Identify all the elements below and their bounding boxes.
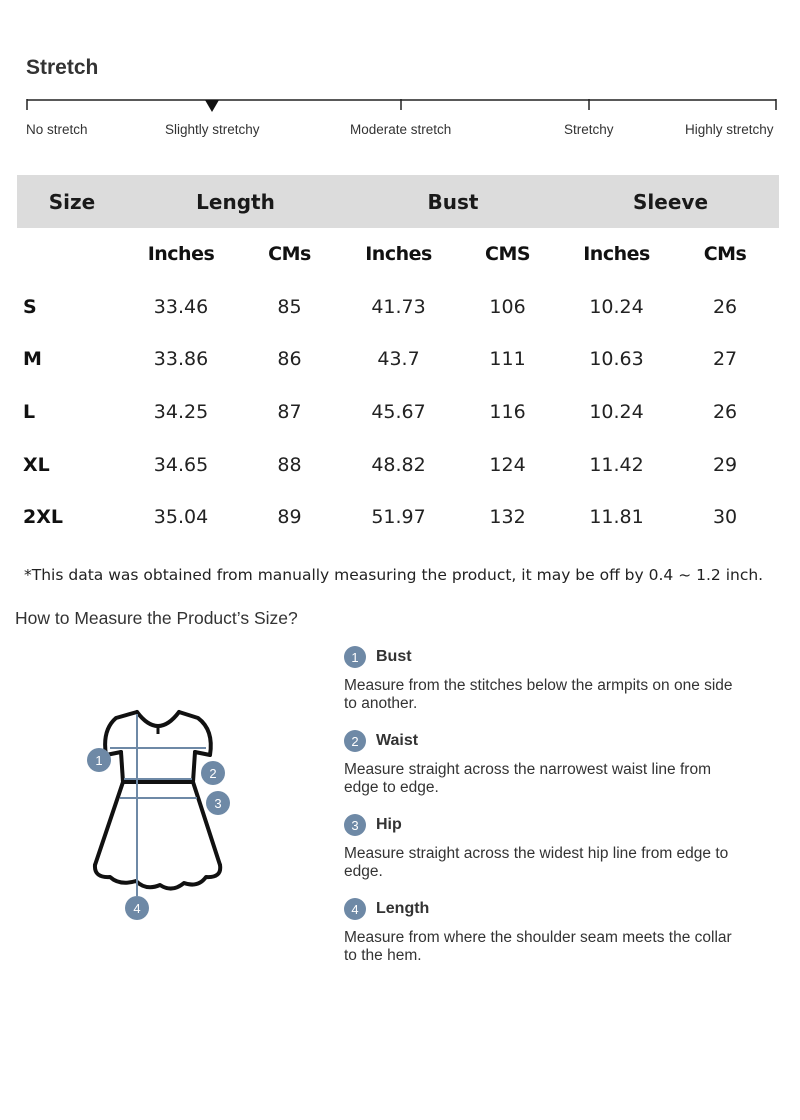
sleeve-inches: 10.24 bbox=[589, 401, 644, 424]
stretch-level-moderate: Moderate stretch bbox=[350, 122, 452, 137]
header-size: Size bbox=[17, 175, 127, 228]
unit-row bbox=[17, 228, 779, 281]
measurement-footnote: *This data was obtained from manually measuring the product, it may be off by 0.4 ~ 1.2 inch. bbox=[24, 566, 764, 584]
stretch-level-none: No stretch bbox=[26, 122, 88, 137]
svg-text:1: 1 bbox=[95, 753, 103, 768]
table-row bbox=[17, 386, 779, 439]
length-inches: 33.46 bbox=[153, 295, 209, 318]
measure-item-bust bbox=[344, 645, 764, 713]
bust-cms: 111 bbox=[489, 348, 526, 371]
number-3-badge-icon: 3 bbox=[344, 814, 366, 836]
svg-text:4: 4 bbox=[133, 901, 141, 916]
table-row bbox=[17, 438, 779, 491]
sleeve-cms: 26 bbox=[712, 295, 738, 318]
length-cms: 89 bbox=[277, 506, 302, 529]
length-inches: 34.25 bbox=[153, 401, 209, 424]
sleeve-cms: 29 bbox=[712, 453, 738, 476]
bust-inches: 43.7 bbox=[377, 348, 420, 371]
table-row bbox=[17, 333, 779, 386]
measure-item-length bbox=[344, 897, 764, 965]
measure-name: Hip bbox=[376, 816, 402, 833]
header-length: Length bbox=[127, 175, 344, 228]
size-label: S bbox=[23, 295, 37, 318]
unit-sleeve-in: Inches bbox=[583, 243, 650, 266]
sleeve-inches: 10.63 bbox=[589, 348, 644, 371]
bust-cms: 132 bbox=[489, 506, 526, 529]
unit-sleeve-cm: CMs bbox=[703, 243, 747, 266]
sleeve-cms: 30 bbox=[712, 506, 738, 529]
length-inches: 33.86 bbox=[153, 348, 209, 371]
stretch-level-slight: Slightly stretchy bbox=[165, 122, 260, 137]
svg-text:3: 3 bbox=[214, 796, 222, 811]
unit-blank bbox=[17, 228, 127, 281]
unit-length-cm: CMs bbox=[268, 243, 311, 266]
length-cms: 88 bbox=[277, 453, 302, 476]
sleeve-inches: 10.24 bbox=[589, 295, 644, 318]
sleeve-inches: 11.81 bbox=[589, 506, 644, 529]
size-chart-table bbox=[17, 175, 779, 544]
stretch-level-stretchy: Stretchy bbox=[564, 122, 614, 137]
length-cms: 86 bbox=[277, 348, 302, 371]
size-label: M bbox=[23, 348, 42, 371]
table-row bbox=[17, 281, 779, 334]
how-to-measure-title: How to Measure the Product’s Size? bbox=[15, 608, 298, 628]
measure-description: Measure straight across the narrowest waist line from edge to edge. bbox=[344, 761, 711, 796]
measure-name: Waist bbox=[376, 732, 419, 749]
table-header-row bbox=[17, 175, 779, 228]
bust-inches: 41.73 bbox=[371, 295, 426, 318]
table-row bbox=[17, 491, 779, 544]
measure-name: Bust bbox=[376, 648, 412, 665]
bust-cms: 124 bbox=[489, 453, 526, 476]
sleeve-cms: 26 bbox=[712, 401, 738, 424]
length-inches: 34.65 bbox=[153, 453, 209, 476]
measure-name: Length bbox=[376, 900, 430, 917]
measure-item-waist bbox=[344, 729, 764, 797]
bust-inches: 51.97 bbox=[371, 506, 426, 529]
unit-bust-cm: CMS bbox=[485, 243, 531, 266]
stretch-title: Stretch bbox=[26, 56, 99, 79]
stretch-indicator-icon bbox=[205, 100, 219, 112]
header-bust: Bust bbox=[344, 175, 562, 228]
bust-inches: 45.67 bbox=[371, 401, 426, 424]
measure-description: Measure straight across the widest hip line from edge to edge. bbox=[344, 845, 729, 880]
bust-inches: 48.82 bbox=[371, 453, 426, 476]
number-2-badge-icon: 2 bbox=[344, 730, 366, 752]
measure-description: Measure from where the shoulder seam meets the collar to the hem. bbox=[344, 929, 732, 964]
stretch-level-high: Highly stretchy bbox=[685, 122, 774, 137]
size-label: XL bbox=[23, 453, 50, 476]
measure-item-hip bbox=[344, 813, 764, 881]
bust-cms: 106 bbox=[489, 295, 526, 318]
length-inches: 35.04 bbox=[153, 506, 209, 529]
dress-diagram-icon bbox=[80, 700, 240, 930]
length-cms: 85 bbox=[277, 295, 302, 318]
unit-bust-in: Inches bbox=[365, 243, 432, 266]
sleeve-inches: 11.42 bbox=[589, 453, 644, 476]
number-1-badge-icon: 1 bbox=[344, 646, 366, 668]
unit-length-in: Inches bbox=[147, 243, 215, 266]
size-label: L bbox=[23, 401, 36, 424]
svg-text:2: 2 bbox=[209, 766, 217, 781]
number-4-badge-icon: 4 bbox=[344, 898, 366, 920]
length-cms: 87 bbox=[277, 401, 302, 424]
measure-description: Measure from the stitches below the armpits on one side to another. bbox=[344, 677, 733, 712]
header-sleeve: Sleeve bbox=[562, 175, 779, 228]
bust-cms: 116 bbox=[489, 401, 526, 424]
sleeve-cms: 27 bbox=[712, 348, 738, 371]
size-label: 2XL bbox=[23, 506, 63, 529]
